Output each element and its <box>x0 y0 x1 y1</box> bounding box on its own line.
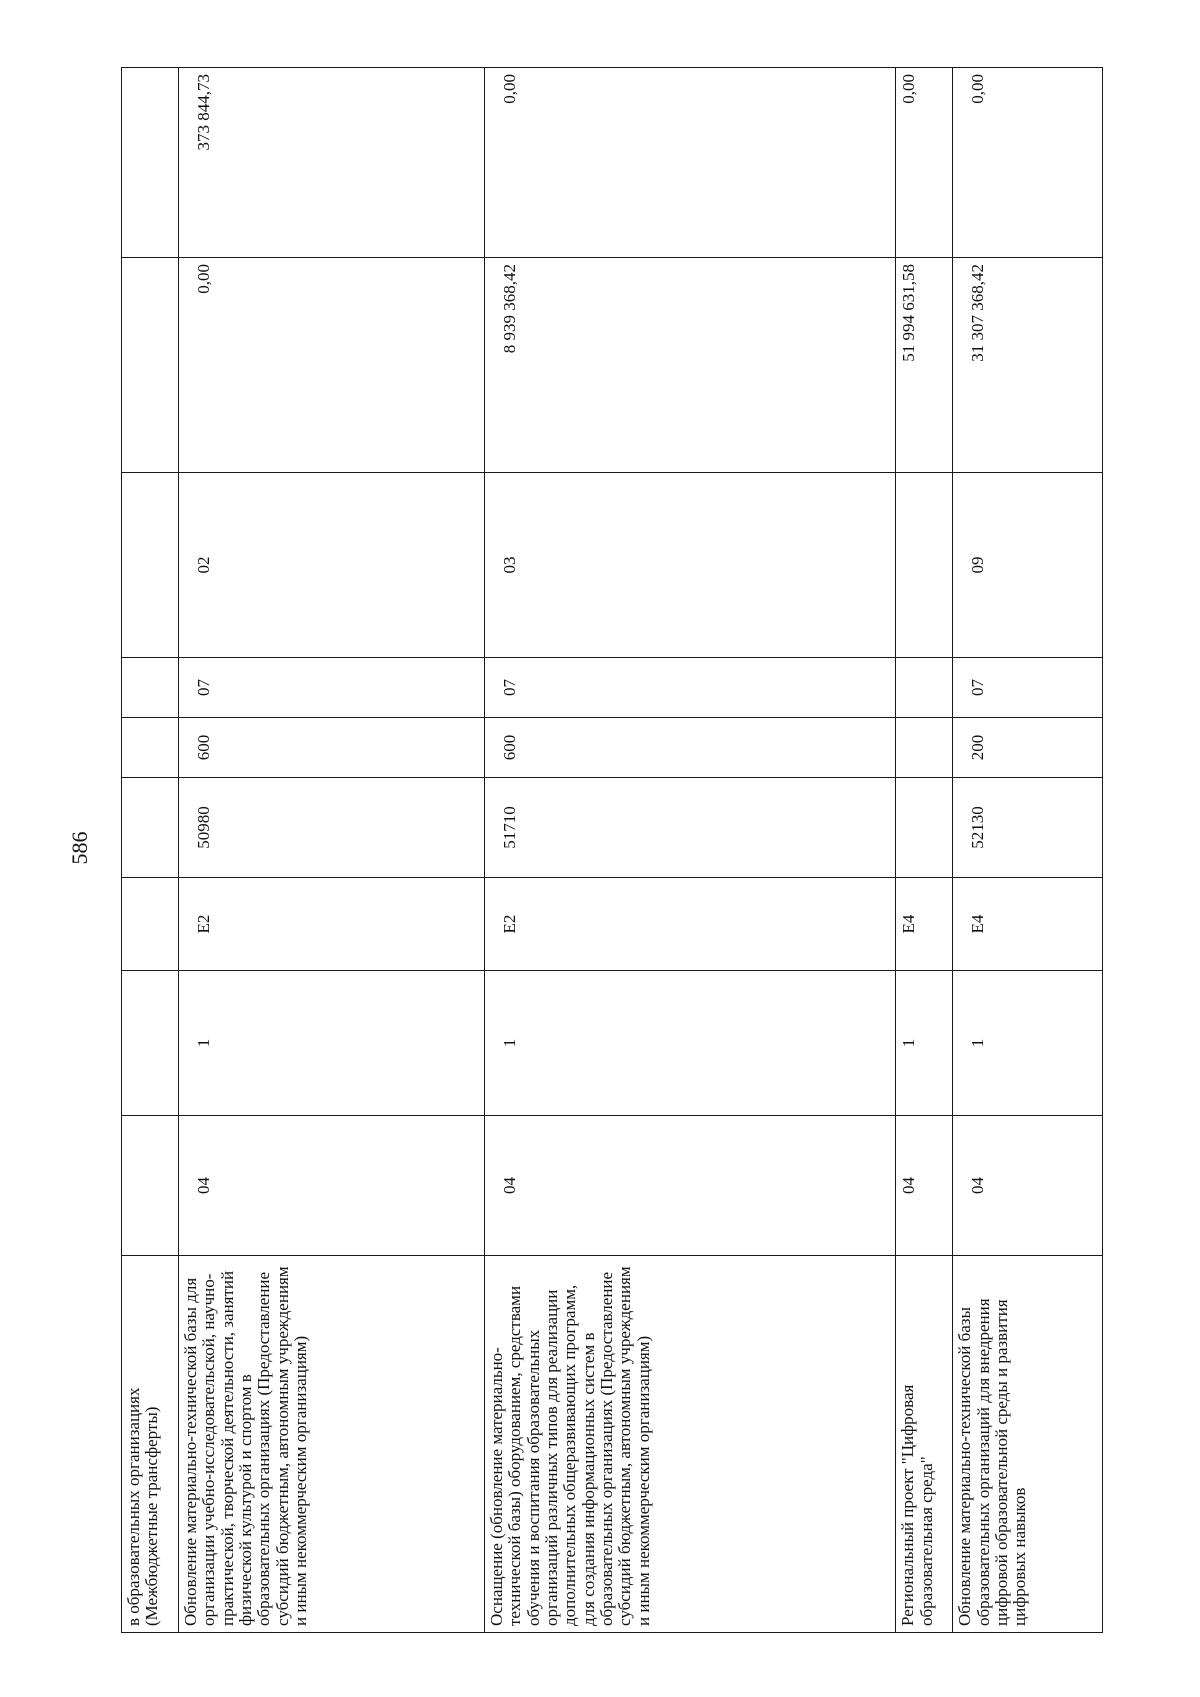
cell-direction: 52130 <box>953 778 1103 878</box>
cell-expense-type: 600 <box>484 718 895 778</box>
row-name: Обновление материально-технической базы образовательных организаций для внедрения цифровой образовательной среды и развития цифровых навыков <box>953 1256 1103 1633</box>
cell-section: 07 <box>953 658 1103 718</box>
cell-section <box>122 658 179 718</box>
cell-project: Е4 <box>896 878 953 971</box>
cell-subsection <box>896 473 953 658</box>
cell-subsection: 02 <box>178 473 484 658</box>
cell-amount-2: 0,00 <box>953 68 1103 258</box>
cell-direction: 50980 <box>178 778 484 878</box>
cell-subsection <box>122 473 179 658</box>
table-row <box>896 68 953 1633</box>
cell-program <box>122 1116 179 1256</box>
table-row <box>484 68 895 1633</box>
cell-subsection: 09 <box>953 473 1103 658</box>
page-number: 586 <box>67 831 92 865</box>
cell-direction: 51710 <box>484 778 895 878</box>
cell-amount-2: 373 844,73 <box>178 68 484 258</box>
cell-amount-2: 0,00 <box>484 68 895 258</box>
budget-table-rotated <box>121 68 1103 1633</box>
cell-expense-type: 200 <box>953 718 1103 778</box>
cell-subsection: 03 <box>484 473 895 658</box>
cell-amount-2 <box>122 68 179 258</box>
cell-amount-1 <box>122 258 179 473</box>
cell-project: Е2 <box>484 878 895 971</box>
table-row <box>178 68 484 1633</box>
cell-amount-1: 51 994 631,58 <box>896 258 953 473</box>
cell-direction <box>896 778 953 878</box>
row-name: в образовательных организациях (Межбюджетные трансферты) <box>122 1256 179 1633</box>
cell-program: 04 <box>178 1116 484 1256</box>
cell-project <box>122 878 179 971</box>
cell-expense-type <box>896 718 953 778</box>
cell-expense-type: 600 <box>178 718 484 778</box>
row-name: Региональный проект "Цифровая образовательная среда" <box>896 1256 953 1633</box>
cell-section: 07 <box>178 658 484 718</box>
cell-section <box>896 658 953 718</box>
cell-subprogram: 1 <box>178 971 484 1116</box>
table-row <box>122 68 179 1633</box>
row-name: Обновление материально-технической базы для организации учебно-исследовательской, научно-практической, творческой деятельности, занятий физической культурой и спортом в образовательных организациях (Предоставление субсидий бюджетным, автономным учреждениям и иным некоммерческим организациям) <box>178 1256 484 1633</box>
cell-direction <box>122 778 179 878</box>
cell-subprogram: 1 <box>484 971 895 1116</box>
table-row <box>953 68 1103 1633</box>
cell-amount-1: 8 939 368,42 <box>484 258 895 473</box>
cell-expense-type <box>122 718 179 778</box>
cell-subprogram <box>122 971 179 1116</box>
cell-program: 04 <box>484 1116 895 1256</box>
cell-amount-1: 31 307 368,42 <box>953 258 1103 473</box>
cell-section: 07 <box>484 658 895 718</box>
cell-program: 04 <box>896 1116 953 1256</box>
cell-program: 04 <box>953 1116 1103 1256</box>
cell-amount-1: 0,00 <box>178 258 484 473</box>
cell-project: Е4 <box>953 878 1103 971</box>
row-name: Оснащение (обновление материально-технической базы) оборудованием, средствами обучения и воспитания образовательных организаций различных типов для реализации дополнительных общеразвивающих программ, для создания информационных систем в образовательных организациях (Предоставление субсидий бюджетным, автономным учреждениям и иным некоммерческим организациям) <box>484 1256 895 1633</box>
cell-subprogram: 1 <box>896 971 953 1116</box>
cell-project: Е2 <box>178 878 484 971</box>
budget-table <box>121 67 1103 1633</box>
cell-amount-2: 0,00 <box>896 68 953 258</box>
cell-subprogram: 1 <box>953 971 1103 1116</box>
